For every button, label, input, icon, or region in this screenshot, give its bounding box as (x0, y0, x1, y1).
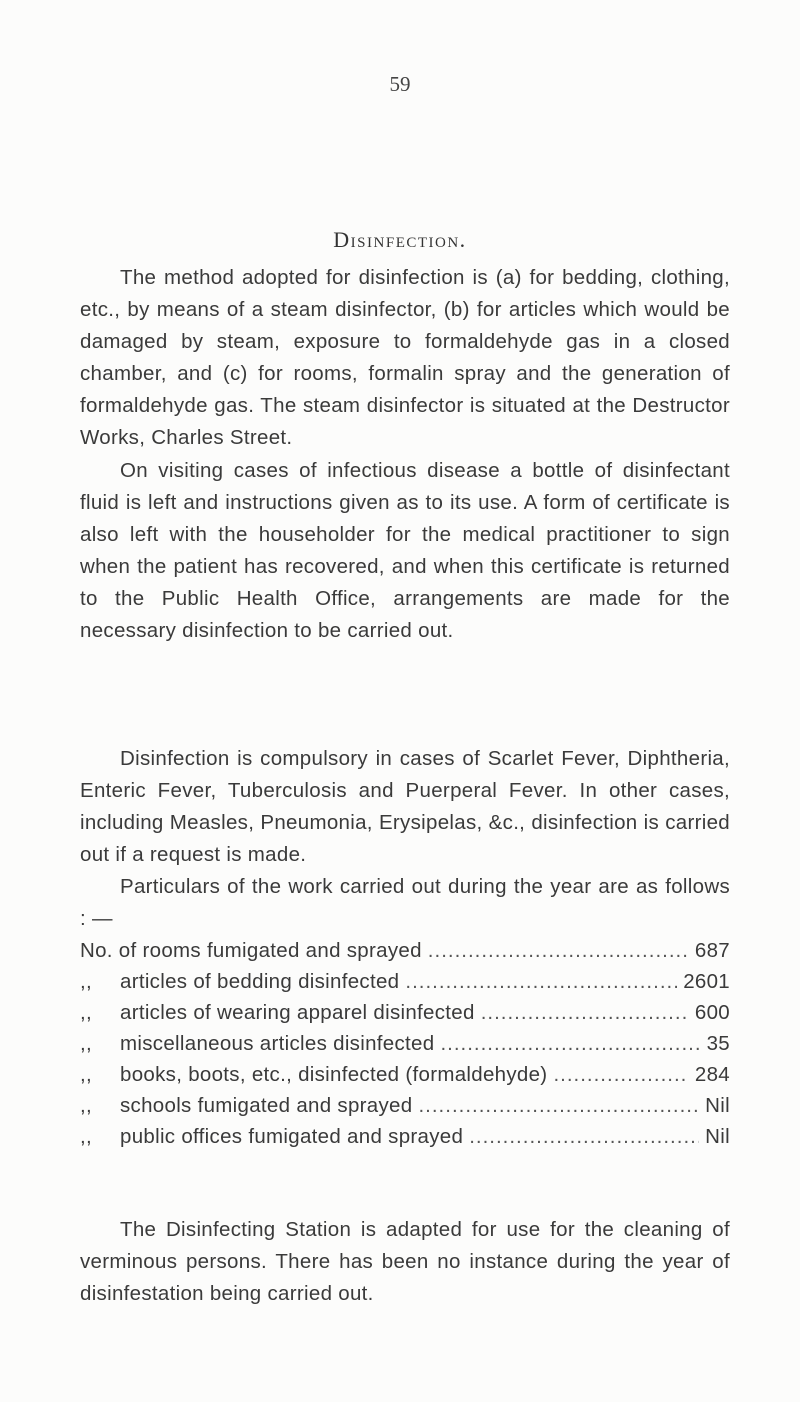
ditto-mark: ,, (80, 970, 92, 993)
paragraph-method-text: The method adopted for disinfection is (a) for bedding, clothing, etc., by means of a steam disinfector, (b) for articles which would be damaged by steam, exposure to formaldehyde gas in a closed chamber, and (c) for rooms, formalin spray and the generation of formaldehyde gas. The steam disinfector is situated at the Destructor Works, Charles Street. (80, 266, 730, 449)
list-item-value: 2601 (683, 970, 730, 993)
leader-dots (469, 1121, 699, 1152)
list-item-label: schools fumigated and sprayed (120, 1094, 413, 1117)
leader-dots (553, 1059, 688, 1090)
list-item-label: public offices fumigated and sprayed (120, 1125, 464, 1148)
list-item (80, 997, 730, 1028)
leader-dots (418, 1090, 699, 1121)
list-item-label: No. of rooms fumigated and sprayed (80, 939, 422, 962)
paragraph-particulars-intro-text: Particulars of the work carried out during the year are as follows : — (80, 875, 730, 930)
list-item (80, 1059, 730, 1090)
paragraph-disinfesting-station-text: The Disinfecting Station is adapted for use for the cleaning of verminous persons. There has been no instance during the year of disinfestation being carried out. (80, 1218, 730, 1305)
ditto-mark: ,, (80, 1094, 92, 1117)
paragraph-compulsory (80, 743, 730, 871)
list-item-value: 284 (694, 1063, 730, 1086)
leader-dots (440, 1028, 700, 1059)
list-item (80, 935, 730, 966)
list-item-label: articles of bedding disinfected (120, 970, 400, 993)
list-item (80, 1090, 730, 1121)
paragraph-particulars-intro (80, 871, 730, 935)
list-item (80, 1121, 730, 1152)
particulars-list (80, 935, 730, 1152)
leader-dots (428, 935, 689, 966)
paragraph-compulsory-text: Disinfection is compulsory in cases of Scarlet Fever, Diphtheria, Enteric Fever, Tuberculosis and Puerperal Fever. In other cases, including Measles, Pneumonia, Erysipelas, &c., disinfection is carried out if a request is made. (80, 747, 730, 866)
list-item-value: 687 (694, 939, 730, 962)
list-item-value: Nil (705, 1125, 730, 1148)
list-item (80, 1028, 730, 1059)
ditto-mark: ,, (80, 1001, 92, 1024)
ditto-mark: ,, (80, 1125, 92, 1148)
section-heading: Disinfection. (333, 227, 467, 252)
paragraph-method (80, 262, 730, 454)
list-item-value: 600 (694, 1001, 730, 1024)
ditto-mark: ,, (80, 1063, 92, 1086)
list-item-label: articles of wearing apparel disinfected (120, 1001, 475, 1024)
paragraph-visiting (80, 455, 730, 647)
list-item-label: books, boots, etc., disinfected (formaldehyde) (120, 1063, 548, 1086)
leader-dots (481, 997, 689, 1028)
page-number: 59 (389, 72, 411, 96)
paragraph-disinfesting-station (80, 1214, 730, 1310)
leader-dots (405, 966, 677, 997)
list-item-label: miscellaneous articles disinfected (120, 1032, 435, 1055)
list-item (80, 966, 730, 997)
ditto-mark: ,, (80, 1032, 92, 1055)
list-item-value: Nil (705, 1094, 730, 1117)
paragraph-visiting-text: On visiting cases of infectious disease a bottle of disinfectant fluid is left and instructions given as to its use. A form of certificate is also left with the householder for the medical practitioner to sign when the patient has recovered, and when this certificate is returned to the Public Health Office, arrangements are made for the necessary disinfection to be carried out. (80, 459, 730, 642)
list-item-value: 35 (706, 1032, 730, 1055)
